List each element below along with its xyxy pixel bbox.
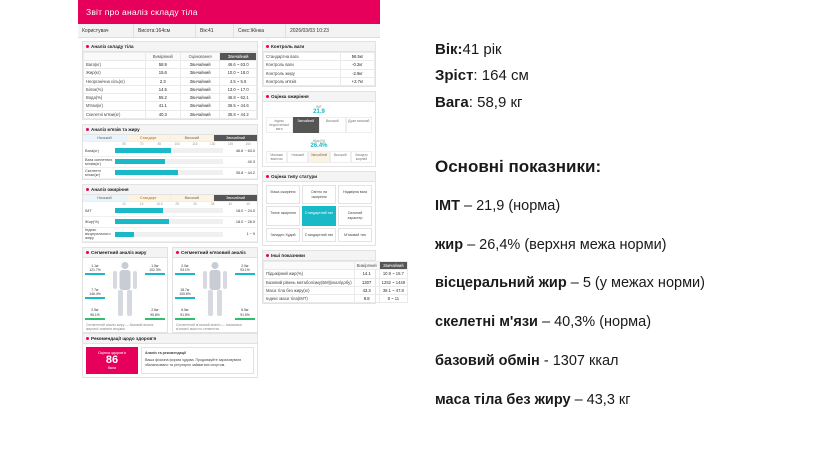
tick: 85 xyxy=(157,141,162,146)
seg-value: 2.6кг xyxy=(151,308,159,313)
row-measured: 43.3 xyxy=(354,286,379,294)
row-label: Білок(%) xyxy=(84,85,146,93)
obesity-row-bmi xyxy=(83,206,257,217)
seg-value: 2.0кг xyxy=(181,263,189,268)
row-eval: Звичайний xyxy=(180,77,219,85)
health-score-unit: бали xyxy=(107,365,117,370)
bmi-gauge-label: ІМТ xyxy=(316,105,322,109)
seg-percent: 91.5% xyxy=(240,312,250,317)
section-body-type-label: Оцінка типу статури xyxy=(271,174,318,179)
advice-title: Аналіз та рекомендації xyxy=(145,350,187,355)
bmi-gauge xyxy=(263,102,375,136)
report-columns xyxy=(78,38,406,382)
row-label: Вага(кг) xyxy=(84,61,146,69)
seg-bar xyxy=(235,318,255,320)
body-figure-fat xyxy=(83,258,167,322)
section-fat-rating xyxy=(262,91,376,167)
section-body-type xyxy=(262,171,376,246)
band-high: Високий xyxy=(171,195,215,201)
row-fill xyxy=(115,148,171,153)
row-measured: 2.3 xyxy=(145,77,180,85)
section-segmental-fat xyxy=(82,247,168,333)
bullet-icon xyxy=(86,337,89,340)
summary-height xyxy=(435,66,808,86)
row-value: 40.3 xyxy=(247,159,255,164)
row-label: Базовий рівень метаболізму(БМ)(ккал/добу) xyxy=(264,278,355,286)
table-row xyxy=(264,77,375,85)
health-score-badge xyxy=(86,347,138,374)
body-type-cell: Надмірна вага xyxy=(338,185,372,204)
band-standard: Стандарт xyxy=(127,135,171,141)
table-row xyxy=(84,85,257,93)
row-eval: Звичайний xyxy=(180,94,219,102)
table-row xyxy=(264,278,408,286)
metric-fat xyxy=(435,236,808,255)
section-obesity xyxy=(82,184,258,243)
subhead-sex: Секс:Жінка xyxy=(234,24,286,37)
seg-bar xyxy=(145,318,165,320)
metric-label: маса тіла без жиру xyxy=(435,391,571,408)
seg-bar xyxy=(235,273,255,275)
health-score-label: Оцінка здоров'я xyxy=(98,350,126,355)
tick: 45 xyxy=(246,201,250,206)
row-fill xyxy=(115,219,169,224)
section-other-title xyxy=(263,251,375,261)
section-fat-rating-title xyxy=(263,92,375,102)
row-label: М'язи(кг) xyxy=(84,102,146,110)
seg-bar xyxy=(85,297,105,299)
other-indicators-table xyxy=(263,261,408,303)
tick: 130 xyxy=(209,141,216,146)
body-type-cell: Занадто Худий xyxy=(266,228,300,243)
tick: 55 xyxy=(122,141,126,146)
section-obesity-label: Аналіз ожиріння xyxy=(91,186,129,192)
table-row xyxy=(84,61,257,69)
summary-age-value: 41 рік xyxy=(462,41,502,58)
row-value: -0.2кг xyxy=(340,61,374,69)
seg-tag-trunk xyxy=(175,288,195,300)
health-score-value: 86 xyxy=(105,353,119,366)
row-value: 35.8 ~ 44.2 xyxy=(235,170,255,175)
summary-age-label: Вік: xyxy=(435,41,463,58)
body-figure-muscle xyxy=(173,258,257,322)
body-composition-report xyxy=(78,0,406,461)
band-standard: Стандарт xyxy=(127,195,171,201)
band-low: Низький xyxy=(83,195,127,201)
bullet-icon xyxy=(86,45,89,48)
seg-tag-trunk xyxy=(85,288,105,300)
row-fill xyxy=(115,208,163,213)
col-measured: Виміряний xyxy=(354,262,379,270)
segmental-muscle-label: Сегментний м'язовий аналіз xyxy=(181,249,246,255)
obesity-bands xyxy=(83,195,257,202)
subhead-user: Користувач xyxy=(78,24,134,37)
col-normal: Звичайний xyxy=(379,262,407,270)
body-type-cell: Стандартний тип xyxy=(302,228,336,243)
row-eval: Звичайний xyxy=(180,61,219,69)
row-track xyxy=(115,208,223,213)
weight-control-table xyxy=(263,52,375,86)
bmi-gauge-value: 21.9 xyxy=(313,109,325,115)
section-weight-control-title xyxy=(263,42,375,52)
metric-label: базовий обмін xyxy=(435,353,540,370)
row-measured: 8.8 xyxy=(354,295,379,303)
segmental-fat-note: Сегментний аналіз жиру — базовий аналіз жирової тканини кінцівок xyxy=(86,322,154,331)
seg-value: 1.1кг xyxy=(91,263,99,268)
seg-percent: 96.1% xyxy=(90,312,100,317)
table-row xyxy=(264,61,375,69)
scale-seg: Занадто жирний xyxy=(351,151,372,163)
bullet-icon xyxy=(266,45,269,48)
row-label: Жир(%) xyxy=(85,218,99,224)
col-eval: Оцінювання xyxy=(180,53,219,61)
band-normal: Звичайний xyxy=(214,135,257,141)
scale-seg: Високий xyxy=(330,151,351,163)
segmental-fat-label: Сегментний аналіз жиру xyxy=(91,249,147,255)
body-type-cell: Тонке ожиріння xyxy=(266,206,300,225)
subhead-age: Вік:41 xyxy=(196,24,234,37)
section-composition-title xyxy=(83,42,257,52)
summary-weight-value: : 58,9 кг xyxy=(468,93,523,111)
metric-label: жир xyxy=(435,236,464,253)
summary-section-title: Основні показники: xyxy=(435,156,602,176)
bullet-icon xyxy=(86,251,89,254)
row-normal: 38.1 ~ 47.8 xyxy=(379,286,407,294)
tick: 18.5 xyxy=(156,201,163,206)
section-muscle-fat xyxy=(82,124,258,180)
row-track xyxy=(115,148,223,153)
table-row xyxy=(264,53,375,61)
body-type-matrix xyxy=(263,182,375,245)
report-right-column xyxy=(262,41,406,382)
metric-value: – 21,9 (норма) xyxy=(459,197,561,214)
scale-seg: Низький xyxy=(287,151,308,163)
recommendation-body xyxy=(83,344,257,377)
subhead-height: Висота:164см xyxy=(134,24,196,37)
table-row xyxy=(264,286,408,294)
seg-tag-left-leg xyxy=(85,308,105,320)
report-subhead xyxy=(78,24,380,38)
row-value: 18.0 ~ 28.0 xyxy=(235,219,255,224)
tick: 15 xyxy=(139,201,144,206)
summary-weight-label: Вага xyxy=(435,93,469,111)
section-composition xyxy=(82,41,258,120)
seg-tag-right-arm xyxy=(235,264,255,276)
row-normal: 4.5 ~ 5.6 xyxy=(220,77,257,85)
row-normal: 8 ~ 11 xyxy=(379,295,407,303)
row-measured: 58.9 xyxy=(145,61,180,69)
row-label: Індекс маси тіла(ІМТ) xyxy=(264,295,355,303)
metric-value: - 1307 ккал xyxy=(539,353,619,370)
section-weight-control xyxy=(262,41,376,87)
body-type-cell: М'язовий тип xyxy=(338,228,372,243)
metric-fat-free-mass xyxy=(435,391,808,410)
tick: 35 xyxy=(210,201,215,206)
col-blank xyxy=(264,262,355,270)
row-fill xyxy=(115,159,165,164)
report-left-column xyxy=(82,41,258,382)
tick: 10 xyxy=(122,201,126,206)
metric-value: – 43,3 кг xyxy=(570,391,631,408)
seg-percent: 91.5% xyxy=(180,312,190,317)
summary-weight xyxy=(435,93,808,113)
row-eval: Звичайний xyxy=(180,110,219,118)
subhead-datetime: 2026/03/03 10:23 xyxy=(290,27,329,34)
seg-value: 7.7кг xyxy=(91,287,99,292)
band-normal: Звичайний xyxy=(214,195,257,201)
seg-tag-left-arm xyxy=(175,264,195,276)
advice-text: Ваша фізична форма чудова. Продовжуйте зaраховувати збалансовано та регулярно займатися спортом. xyxy=(145,357,242,367)
row-eval: Звичайний xyxy=(180,102,219,110)
table-header-row xyxy=(264,262,408,270)
seg-percent: 93.1% xyxy=(240,268,250,272)
scale-seg: Індекс недостатньої ваги xyxy=(266,117,293,133)
row-normal: 46.6 ~ 63.0 xyxy=(220,61,257,69)
seg-tag-right-leg xyxy=(235,308,255,320)
table-row xyxy=(264,295,408,303)
seg-value: 1.5кг xyxy=(151,263,159,268)
fat-gauge-label: Жир(%) xyxy=(312,139,326,143)
row-track xyxy=(115,232,223,237)
row-label: Контроль ваги xyxy=(264,61,341,69)
fat-gauge-value: 26.4% xyxy=(310,143,328,149)
obesity-row-fat xyxy=(83,217,257,228)
seg-value: 2.5кг xyxy=(91,308,99,313)
section-recommendation-title xyxy=(83,334,257,344)
row-measured: 14.1 xyxy=(354,270,379,278)
metric-basal-metabolism xyxy=(435,352,808,371)
segmental-muscle-note: Сегментний м'язовий аналіз — показники м'язової маси по сегментах xyxy=(176,322,242,331)
metric-skeletal-muscle xyxy=(435,313,808,332)
metric-bmi xyxy=(435,197,808,216)
row-measured: 55.2 xyxy=(145,94,180,102)
section-weight-control-label: Контроль ваги xyxy=(271,44,305,49)
body-type-cell: Світло на ожиріння xyxy=(302,185,336,204)
band-high: Високий xyxy=(171,135,215,141)
seg-bar xyxy=(175,297,195,299)
scale-seg-active: Звичайний xyxy=(293,117,320,133)
seg-bar xyxy=(145,273,165,275)
muscle-fat-row-skeletal-weight xyxy=(83,157,257,168)
seg-percent: 121.7% xyxy=(89,268,101,272)
row-label: Стандартна вага xyxy=(264,53,341,61)
body-type-cell-active: Стандартний тип xyxy=(302,206,336,225)
row-normal: 10.9 ~ 15.7 xyxy=(379,270,407,278)
summary-height-label: Зріст xyxy=(435,67,474,85)
segmental-muscle-title xyxy=(173,248,257,258)
row-normal: 35.8 ~ 44.2 xyxy=(220,110,257,118)
table-header-row xyxy=(84,53,257,61)
muscle-fat-bands xyxy=(83,135,257,142)
col-measured: Виміряний xyxy=(145,53,180,61)
fat-gauge-scale xyxy=(266,151,372,163)
seg-percent: 100.6% xyxy=(179,292,191,296)
section-other-label: Інші показники xyxy=(271,253,305,259)
seg-tag-left-arm xyxy=(85,264,105,276)
metric-value: – 5 (у межах норми) xyxy=(566,275,705,292)
row-measured: 14.5 xyxy=(145,85,180,93)
seg-value: 6.5кг xyxy=(241,308,249,313)
row-eval: Звичайний xyxy=(180,85,219,93)
composition-table xyxy=(83,52,257,119)
row-value: -2.9кг xyxy=(340,69,374,77)
bullet-icon xyxy=(266,175,269,178)
seg-value: 18.7кг xyxy=(180,287,190,292)
section-recommendation xyxy=(82,333,258,378)
row-label: Вода(%) xyxy=(84,94,146,102)
tick: 145 xyxy=(227,141,234,146)
seg-percent: 146.4% xyxy=(89,292,101,296)
bullet-icon xyxy=(266,254,269,257)
section-muscle-fat-title xyxy=(83,125,257,135)
seg-bar xyxy=(85,273,105,275)
metric-value: – 26,4% (верхня межа норми) xyxy=(463,236,667,253)
scale-seg: Малими вмістом xyxy=(266,151,287,163)
row-label: Вага(кг) xyxy=(85,147,99,153)
summary-height-value: : 164 см xyxy=(473,67,529,85)
metric-label: вісцеральний жир xyxy=(435,275,567,292)
obesity-row-visceral xyxy=(83,228,257,242)
row-fill xyxy=(115,232,134,237)
seg-percent: 93.1% xyxy=(180,268,190,272)
segmental-analysis xyxy=(82,247,258,333)
seg-tag-right-arm xyxy=(145,264,165,276)
tick: 160 xyxy=(245,141,251,146)
seg-tag-left-leg xyxy=(175,308,195,320)
scale-seg: Звичайний xyxy=(308,151,329,163)
section-segmental-muscle xyxy=(172,247,258,333)
band-low: Низький xyxy=(83,135,127,141)
row-measured: 41.1 xyxy=(145,102,180,110)
section-composition-label: Аналіз складу тіла xyxy=(91,44,134,49)
row-track xyxy=(115,219,223,224)
row-value: 46.6 ~ 63.0 xyxy=(235,148,255,153)
seg-value: 6.5кг xyxy=(181,308,189,313)
bmi-gauge-scale xyxy=(266,117,372,133)
col-blank xyxy=(84,53,146,61)
row-track xyxy=(115,159,223,164)
table-row xyxy=(264,270,408,278)
row-value: +2.7кг xyxy=(340,77,374,85)
muscle-fat-row-skeletal xyxy=(83,168,257,179)
row-label: Контроль м'язів xyxy=(264,77,341,85)
table-row xyxy=(84,102,257,110)
row-normal: 1252 ~ 1448 xyxy=(379,278,407,286)
row-normal: 46.8 ~ 62.1 xyxy=(220,94,257,102)
row-label: Вага скелетних м'язів(кг) xyxy=(85,156,113,166)
muscle-fat-row-weight xyxy=(83,146,257,157)
seg-value: 2.0кг xyxy=(241,263,249,268)
body-type-cell: Сильний характер xyxy=(338,206,372,225)
tick: 30 xyxy=(193,201,197,206)
table-row xyxy=(264,69,375,77)
bullet-icon xyxy=(86,128,89,131)
seg-percent: 95.8% xyxy=(150,312,160,317)
summary-panel xyxy=(430,0,818,461)
row-label: ІМТ xyxy=(85,207,92,213)
section-body-type-title xyxy=(263,172,375,182)
row-normal: 36.5 ~ 44.6 xyxy=(220,102,257,110)
segmental-fat-title xyxy=(83,248,167,258)
section-recommendation-label: Рекомендації щодо здоров'я xyxy=(91,335,157,341)
metric-visceral-fat xyxy=(435,274,808,293)
tick: 25 xyxy=(175,201,179,206)
human-body-icon xyxy=(113,262,137,318)
row-label: Скелетні м'язи(кг) xyxy=(84,110,146,118)
bullet-icon xyxy=(86,188,89,191)
metric-label: ІМТ xyxy=(435,197,460,214)
row-label: Жир(кг) xyxy=(84,69,146,77)
row-eval: Звичайний xyxy=(180,69,219,77)
row-label: Контроль жиру xyxy=(264,69,341,77)
seg-tag-right-leg xyxy=(145,308,165,320)
body-type-cell: Маса ожиріння xyxy=(266,185,300,204)
tick: 115 xyxy=(192,141,198,146)
metric-label: скелетні м'язи xyxy=(435,314,538,331)
row-label: Скелетні м'язи(кг) xyxy=(85,167,101,177)
tick: 40 xyxy=(228,201,233,206)
report-title: Звіт про аналіз складу тіла xyxy=(78,0,380,24)
bullet-icon xyxy=(266,95,269,98)
seg-bar xyxy=(175,273,195,275)
section-other-indicators xyxy=(262,250,406,304)
advice-box xyxy=(141,347,254,374)
table-row xyxy=(84,69,257,77)
metric-value: – 40,3% (норма) xyxy=(537,314,652,331)
row-fill xyxy=(115,170,178,175)
section-muscle-fat-label: Аналіз м'язів та жиру xyxy=(91,126,140,132)
seg-bar xyxy=(85,318,105,320)
row-measured: 1307 xyxy=(354,278,379,286)
row-measured: 40.3 xyxy=(145,110,180,118)
seg-percent: 102.3% xyxy=(149,268,161,272)
seg-bar xyxy=(175,318,195,320)
tick: 100 xyxy=(174,141,180,146)
row-label: Підшкірний жир(%) xyxy=(264,270,355,278)
row-label: Індекс вісцерального жиру xyxy=(85,226,111,241)
table-row xyxy=(84,94,257,102)
row-value: 1 ~ 9 xyxy=(246,232,255,237)
row-measured: 15.6 xyxy=(145,69,180,77)
row-value: 56.5кг xyxy=(340,53,374,61)
row-value: 18.0 ~ 24.0 xyxy=(235,208,255,213)
bullet-icon xyxy=(176,251,179,254)
summary-age xyxy=(435,40,808,60)
table-row xyxy=(84,77,257,85)
row-normal: 10.0 ~ 18.0 xyxy=(220,69,257,77)
col-normal: Звичайний xyxy=(220,53,257,61)
tick: 70 xyxy=(139,141,144,146)
scale-seg: Високий xyxy=(319,117,346,133)
human-body-icon xyxy=(203,262,227,318)
row-normal: 13.0 ~ 17.0 xyxy=(220,85,257,93)
row-track xyxy=(115,170,223,175)
row-label: Маса тіла без жиру(кг) xyxy=(264,286,355,294)
fat-gauge xyxy=(263,136,375,166)
scale-seg: Дуже високий xyxy=(346,117,373,133)
row-label: Неорганічна сіль(кг) xyxy=(84,77,146,85)
section-obesity-title xyxy=(83,185,257,195)
table-row xyxy=(84,110,257,118)
section-fat-rating-label: Оцінка ожиріння xyxy=(271,94,309,99)
